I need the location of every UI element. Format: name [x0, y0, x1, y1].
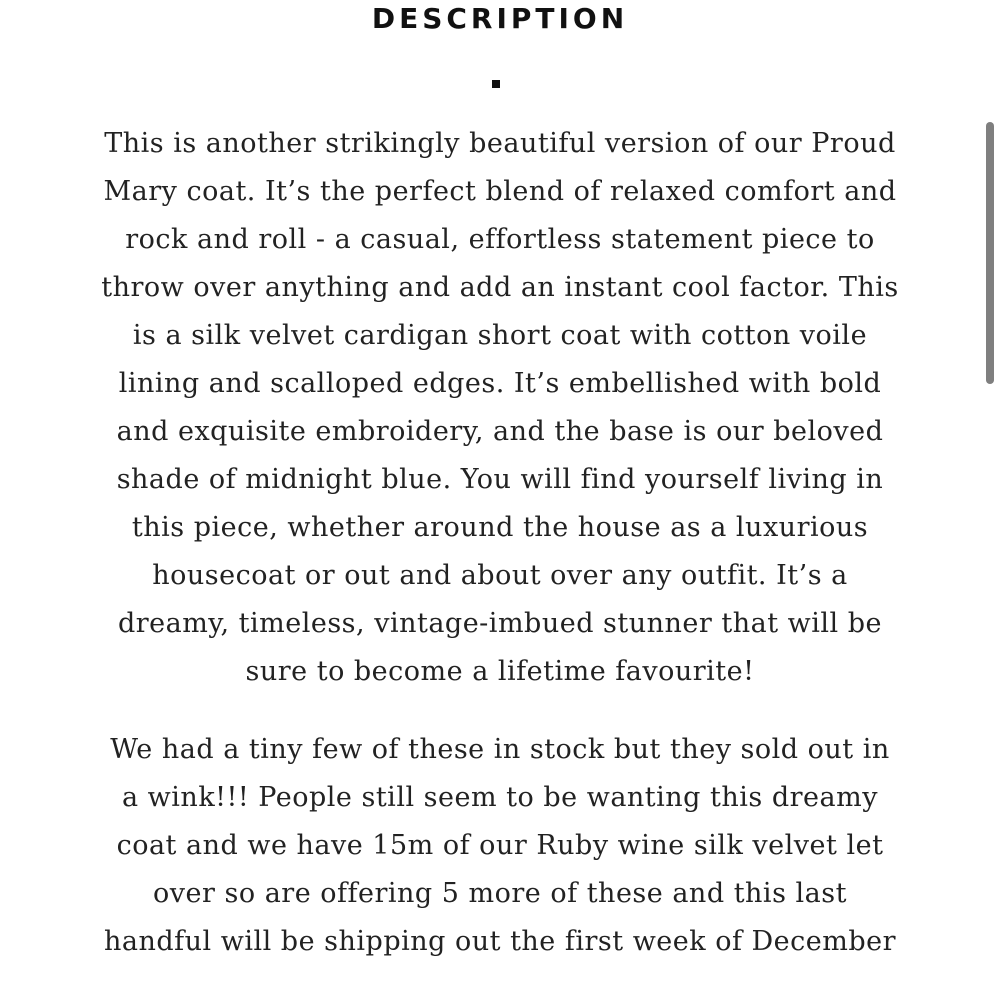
- description-paragraph-1: This is another strikingly beautiful version of our Proud Mary coat. It’s the perfect blend of relaxed comfort and rock and roll - a casual, effortless statement piece to throw over anything and add an instant cool factor. This is a silk velvet cardigan short coat with cotton voile lining and scalloped edges. It’s embellished with bold and exquisite embroidery, and the base is our beloved shade of midnight blue. You will find yourself living in this piece, whether around the house as a luxurious housecoat or out and about over any outfit. It’s a dreamy, timeless, vintage-imbued stunner that will be sure to become a lifetime favourite!: [101, 128, 899, 687]
- section-heading: DESCRIPTION: [371, 2, 629, 35]
- scrollbar-thumb[interactable]: [986, 122, 994, 384]
- scrollbar[interactable]: [986, 118, 994, 988]
- description-body: [100, 120, 900, 966]
- description-paragraph-2: We had a tiny few of these in stock but they sold out in a wink!!! People still seem to be wanting this dreamy coat and we have 15m of our Ruby wine silk velvet let over so are offering 5 more of these and this last handful will be shipping out the first week of December: [103, 734, 897, 957]
- heading-divider-dot: [492, 80, 500, 88]
